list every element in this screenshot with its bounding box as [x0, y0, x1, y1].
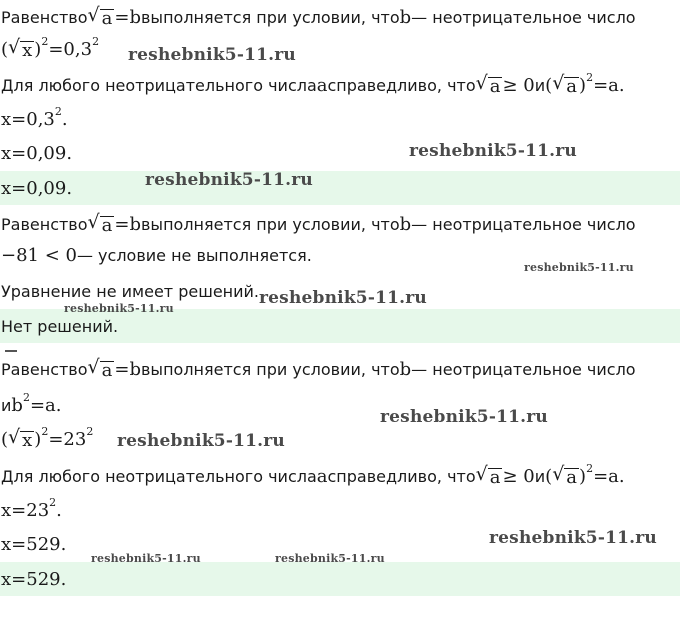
watermark: reshebnik5-11.ru — [489, 528, 657, 548]
watermark: reshebnik5-11.ru — [524, 261, 634, 274]
condition-b-squared: и b 2 = a . — [1, 390, 62, 416]
answer-2: Нет решений. — [0, 309, 680, 343]
watermark: reshebnik5-11.ru — [64, 302, 174, 315]
condition-line-3: Равенство √ a = b выполняется при условии, что b — неотрицательное число — [1, 355, 636, 381]
solution-step-2: x = 0,09 . — [1, 142, 73, 164]
answer-1: x = 0,09 . — [0, 171, 680, 205]
condition-line-1: Равенство √ a = b выполняется при условии, что b — неотрицательное число — [1, 3, 636, 29]
equation-sqrt-x-squared-2: ( √ x ) 2 = 23 2 — [1, 424, 94, 451]
fact-line-2: Для любого неотрицательного числа a справедливо, что √ a ≥ 0 и ( √ a ) 2 = a . — [1, 461, 625, 488]
solution-step-1: x = 0,3 2 . — [1, 104, 68, 130]
watermark: reshebnik5-11.ru — [409, 141, 577, 161]
solution-step-3: x = 23 2 . — [1, 495, 62, 521]
solution-step-4: x = 529 . — [1, 533, 67, 555]
answer-3: x = 529 . — [0, 562, 680, 596]
watermark: reshebnik5-11.ru — [380, 407, 548, 427]
watermark: reshebnik5-11.ru — [145, 170, 313, 190]
condition-fails: −81 < 0 — условие не выполняется. — [1, 244, 312, 266]
fact-line-1: Для любого неотрицательного числа a справедливо, что √ a ≥ 0 и ( √ a ) 2 = a . — [1, 70, 625, 97]
sqrt-a: √ a — [87, 3, 113, 29]
watermark: reshebnik5-11.ru — [259, 288, 427, 308]
watermark: reshebnik5-11.ru — [91, 552, 201, 565]
watermark: reshebnik5-11.ru — [117, 431, 285, 451]
condition-line-2: Равенство √ a = b выполняется при условии, что b — неотрицательное число — [1, 210, 636, 236]
no-solutions-sentence: Уравнение не имеет решений. — [1, 281, 260, 301]
equation-sqrt-x-squared: ( √ x ) 2 = 0,3 2 — [1, 34, 100, 61]
watermark: reshebnik5-11.ru — [128, 45, 296, 65]
watermark: reshebnik5-11.ru — [275, 552, 385, 565]
